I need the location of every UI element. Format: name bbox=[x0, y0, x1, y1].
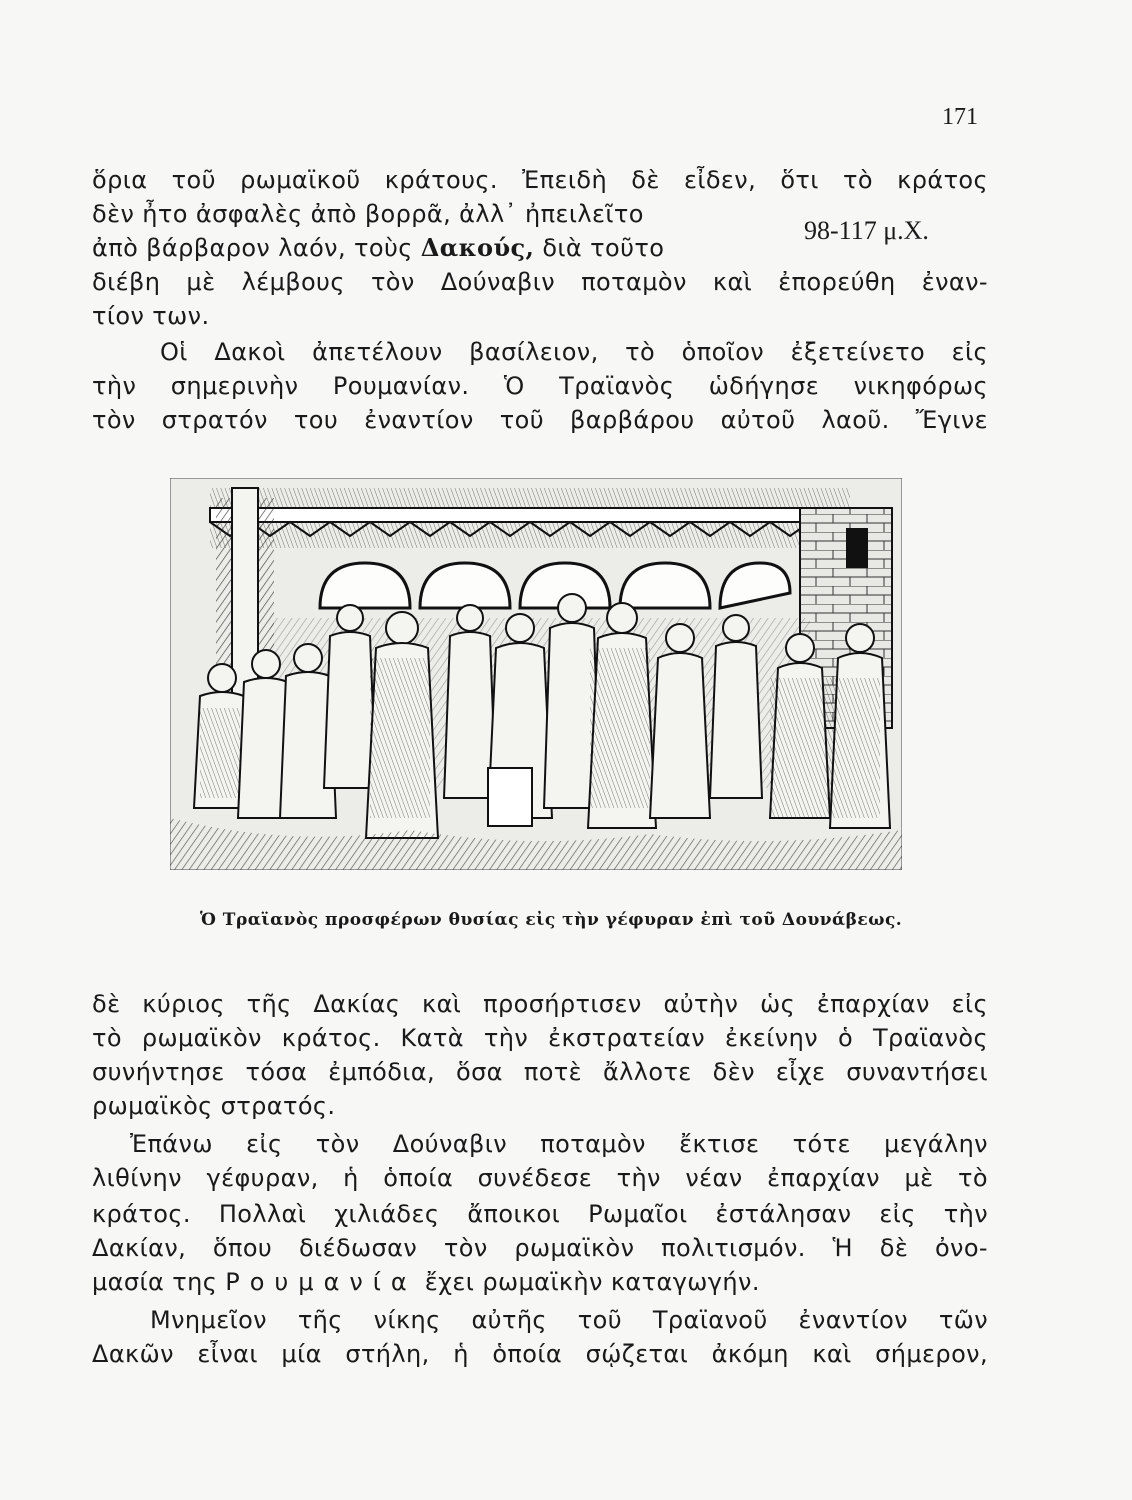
text-line: τὴν σημερινὴν Ρουμανίαν. Ὁ Τραϊανὸς ὡδήγησε νικηφόρως bbox=[92, 372, 988, 400]
text-line: διέβη μὲ λέμβους τὸν Δούναβιν ποταμὸν καὶ ἐπορεύθη ἐναν- bbox=[92, 268, 988, 296]
text-line: συνήντησε τόσα ἐμπόδια, ὅσα ποτὲ ἄλλοτε δὲν εἶχε συναντήσει bbox=[92, 1058, 988, 1086]
spaced-term: Ρουμανία bbox=[225, 1268, 417, 1296]
text-line: τὸν στρατόν του ἐναντίον τοῦ βαρβάρου αὐτοῦ λαοῦ. Ἔγινε bbox=[92, 406, 988, 434]
text-segment: ἀπὸ βάρβαρον λαόν, τοὺς bbox=[92, 234, 413, 262]
text-line: Ἐπάνω εἰς τὸν Δούναβιν ποταμὸν ἔκτισε τότε μεγάλην bbox=[130, 1130, 988, 1158]
text-line: κράτος. Πολλαὶ χιλιάδες ἄποικοι Ρωμαῖοι ἐστάλησαν εἰς τὴν bbox=[92, 1200, 988, 1228]
relief-engraving-image bbox=[170, 478, 902, 870]
text-line: Οἱ Δακοὶ ἀπετέλουν βασίλειον, τὸ ὁποῖον ἐξετείνετο εἰς bbox=[160, 338, 988, 366]
text-line: τὸ ρωμαϊκὸν κράτος. Κατὰ τὴν ἐκστρατείαν ἐκείνην ὁ Τραϊανὸς bbox=[92, 1024, 988, 1052]
text-segment: μασία της bbox=[92, 1268, 218, 1296]
text-line: Μνημεῖον τῆς νίκης αὐτῆς τοῦ Τραϊανοῦ ἐναντίον τῶν bbox=[150, 1306, 988, 1334]
text-line: ρωμαϊκὸς στρατός. bbox=[92, 1092, 336, 1120]
text-line: δὲν ἦτο ἀσφαλὲς ἀπὸ βορρᾶ, ἀλλ᾽ ἠπειλεῖτο bbox=[92, 200, 644, 228]
text-line bbox=[92, 1266, 988, 1298]
text-line: λιθίνην γέφυραν, ἡ ὁποία συνέδεσε τὴν νέαν ἐπαρχίαν μὲ τὸ bbox=[92, 1164, 988, 1192]
text-line: Δακίαν, ὅπου διέδωσαν τὸν ρωμαϊκὸν πολιτισμόν. Ἡ δὲ ὀνο- bbox=[92, 1234, 988, 1262]
page-number: 171 bbox=[942, 104, 978, 130]
relief-illustration bbox=[170, 478, 902, 870]
text-line: ὅρια τοῦ ρωμαϊκοῦ κράτους. Ἐπειδὴ δὲ εἶδεν, ὅτι τὸ κράτος bbox=[92, 166, 988, 194]
margin-date-note: 98-117 μ.Χ. bbox=[804, 216, 929, 245]
text-line: δὲ κύριος τῆς Δακίας καὶ προσήρτισεν αὐτὴν ὡς ἐπαρχίαν εἰς bbox=[92, 990, 988, 1018]
emphasized-term: Δακούς, bbox=[420, 233, 535, 262]
figure-caption: Ὁ Τραϊανὸς προσφέρων θυσίας εἰς τὴν γέφυραν ἐπὶ τοῦ Δουνάβεως. bbox=[200, 910, 903, 930]
text-line: τίον των. bbox=[92, 302, 210, 330]
text-line: Δακῶν εἶναι μία στήλη, ἡ ὁποία σῴζεται ἀκόμη καὶ σήμερον, bbox=[92, 1340, 988, 1368]
text-segment: ἔχει ρωμαϊκὴν καταγωγήν. bbox=[424, 1268, 760, 1296]
text-segment: διὰ τοῦτο bbox=[542, 234, 665, 262]
